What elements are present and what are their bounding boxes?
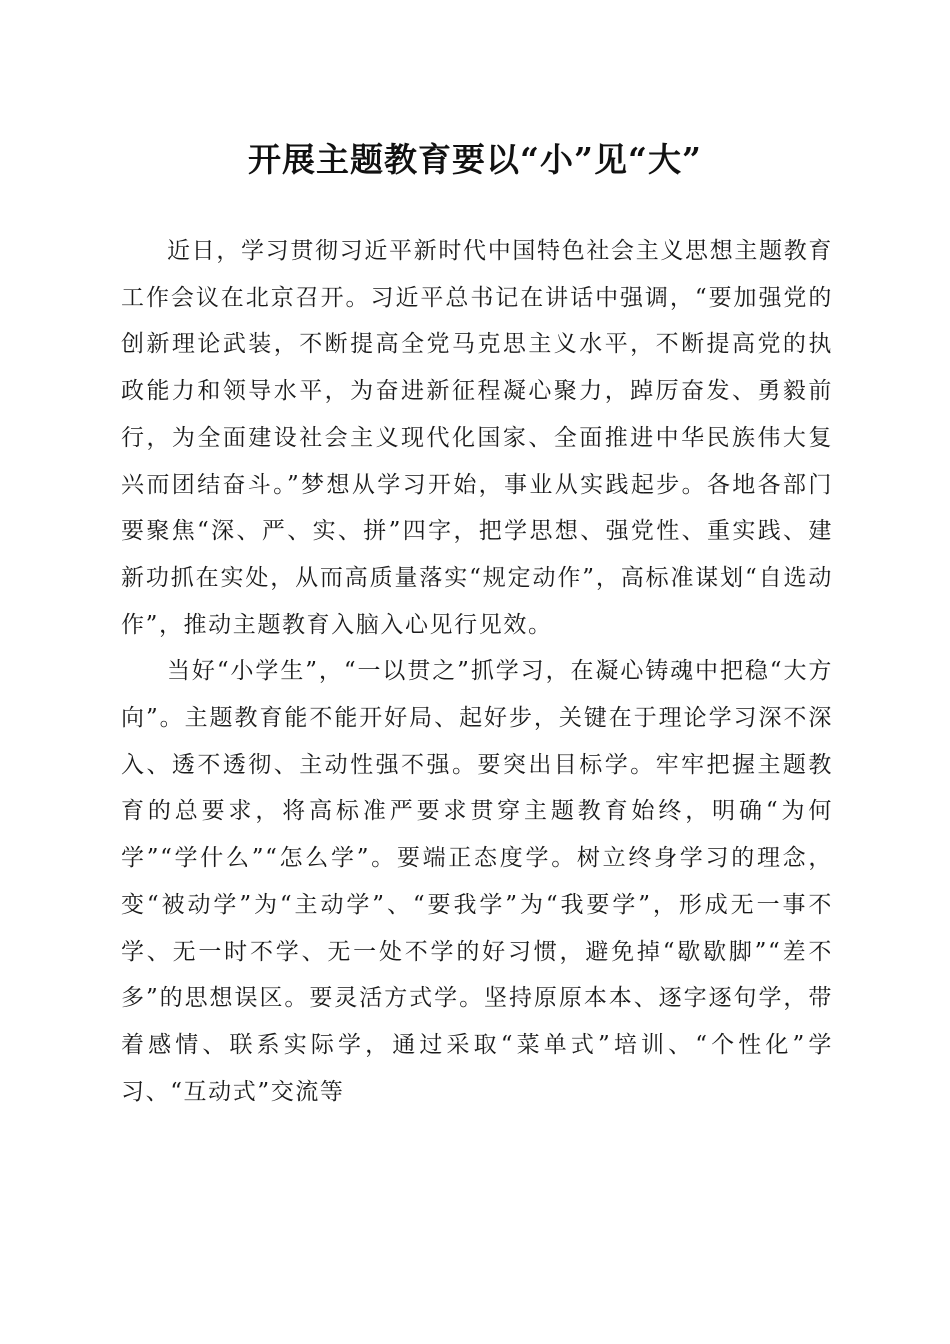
paragraph-2: 当好“小学生”，“一以贯之”抓学习，在凝心铸魂中把稳“大方向”。主题教育能不能开好局、起好步，关键在于理论学习深不深入、透不透彻、主动性强不强。要突出目标学。牢牢把握主题教育的总要求，将高标准严要求贯穿主题教育始终，明确“为何学”“学什么”“怎么学”。要端正态度学。树立终身学习的理念，变“被动学”为“主动学”、“要我学”为“我要学”，形成无一事不学、无一时不学、无一处不学的好习惯，避免掉“歇歇脚”“差不多”的思想误区。要灵活方式学。坚持原原本本、逐字逐句学，带着感情、联系实际学，通过采取“菜单式”培训、“个性化”学习、“互动式”交流等: [121, 658, 833, 1105]
paragraph-1: 近日，学习贯彻习近平新时代中国特色社会主义思想主题教育工作会议在北京召开。习近平总书记在讲话中强调，“要加强党的创新理论武装，不断提高全党马克思主义水平，不断提高党的执政能力和领导水平，为奋进新征程凝心聚力，踔厉奋发、勇毅前行，为全面建设社会主义现代化国家、全面推进中华民族伟大复兴而团结奋斗。”梦想从学习开始，事业从实践起步。各地各部门要聚焦“深、严、实、拼”四字，把学思想、强党性、重实践、建新功抓在实处，从而高质量落实“规定动作”，高标准谋划“自选动作”，推动主题教育入脑入心见行见效。: [121, 238, 833, 638]
document-title: 开展主题教育要以“小”见“大”: [248, 140, 702, 179]
document-body: [121, 228, 833, 1115]
